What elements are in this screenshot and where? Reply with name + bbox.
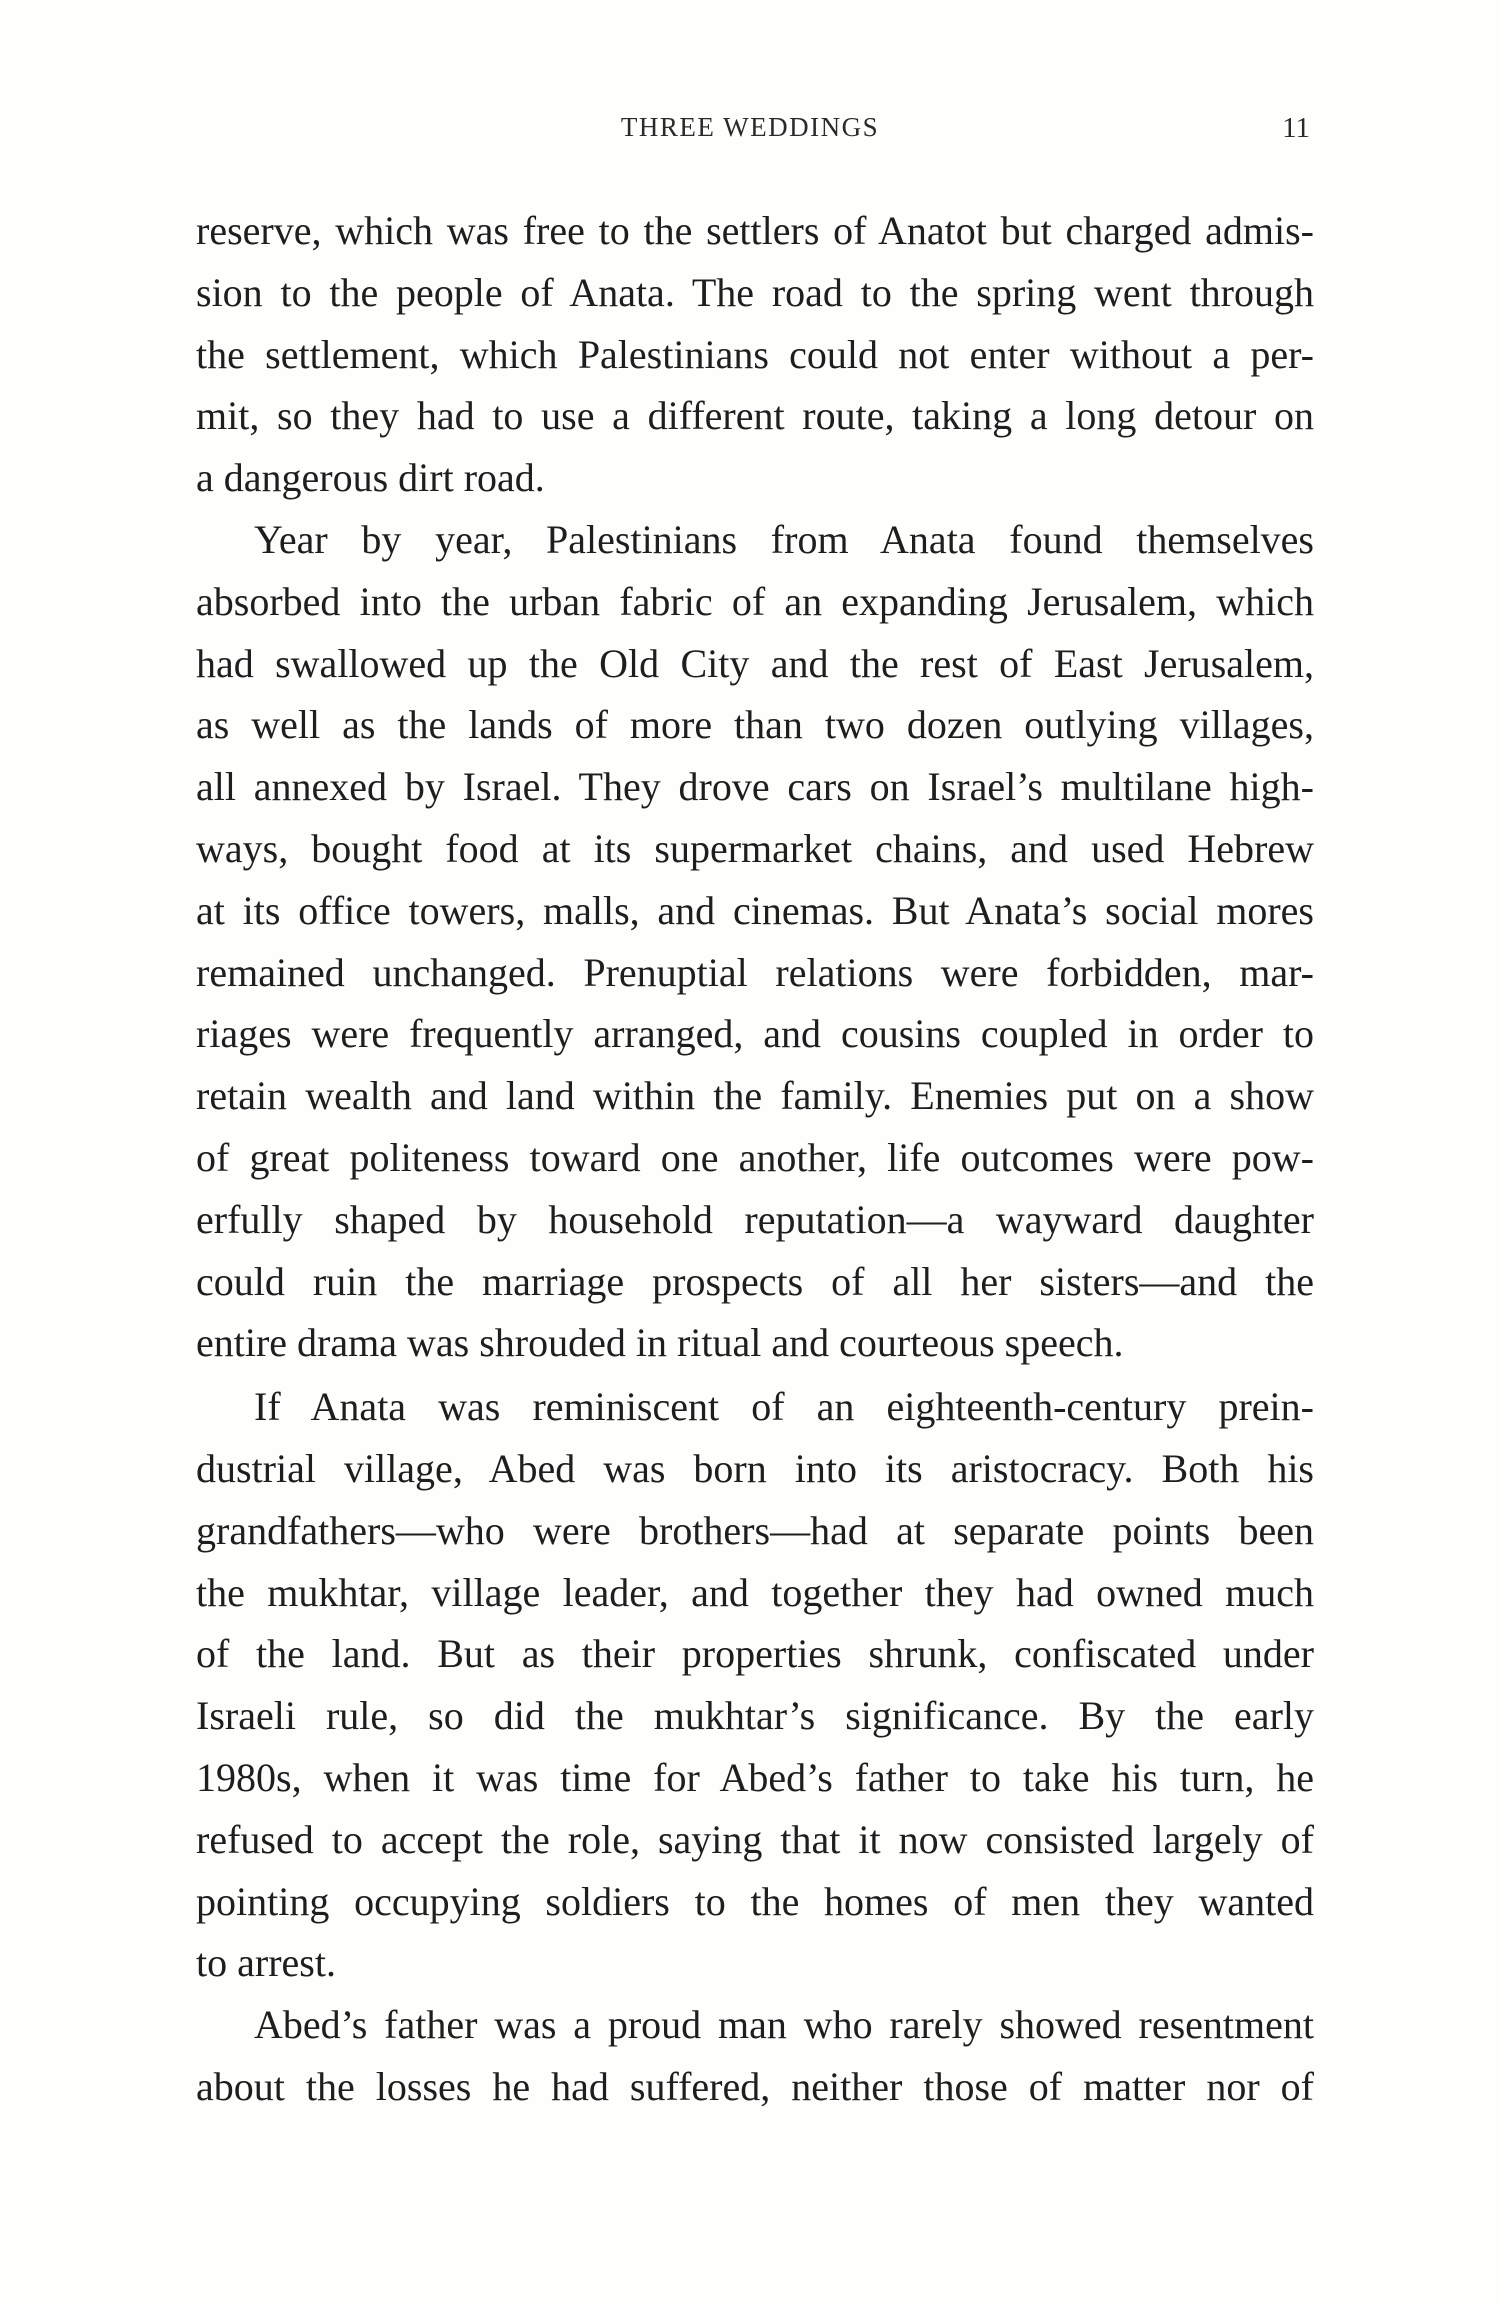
text-line: of great politeness toward one another, life outcomes were pow- <box>196 1134 1314 1180</box>
text-line: of the land. But as their properties shrunk, confiscated under <box>196 1631 1314 1677</box>
text-line: had swallowed up the Old City and the rest of East Jerusalem, <box>196 640 1314 686</box>
body-text <box>196 200 1314 2118</box>
text-line: refused to accept the role, saying that it now consisted largely of <box>196 1816 1314 1862</box>
text-line: reserve, which was free to the settlers of Anatot but charged admis- <box>196 208 1314 253</box>
text-line: pointing occupying soldiers to the homes of men they wanted <box>196 1878 1314 1924</box>
text-line: ways, bought food at its supermarket chains, and used Hebrew <box>196 825 1314 871</box>
text-line: dustrial village, Abed was born into its aristocracy. Both his <box>196 1445 1314 1491</box>
text-line: entire drama was shrouded in ritual and courteous speech. <box>196 1320 1124 1366</box>
text-line: sion to the people of Anata. The road to the spring went through <box>196 269 1314 315</box>
text-line: the settlement, which Palestinians could not enter without a per- <box>196 331 1314 377</box>
text-line: all annexed by Israel. They drove cars on Israel’s multilane high- <box>196 764 1314 810</box>
text-line: as well as the lands of more than two dozen outlying villages, <box>196 702 1314 748</box>
text-line: retain wealth and land within the family. Enemies put on a show <box>196 1073 1314 1119</box>
text-line: at its office towers, malls, and cinemas. But Anata’s social mores <box>196 887 1314 933</box>
text-line: Abed’s father was a proud man who rarely showed resentment <box>254 2002 1314 2048</box>
text-line: mit, so they had to use a different route, taking a long detour on <box>196 393 1314 439</box>
text-line: Year by year, Palestinians from Anata found themselves <box>254 516 1314 562</box>
text-line: grandfathers—who were brothers—had at separate points been <box>196 1507 1314 1553</box>
running-head-title: THREE WEDDINGS <box>620 112 880 142</box>
paragraph <box>196 509 1314 1374</box>
paragraph <box>196 1376 1314 1994</box>
text-line: riages were frequently arranged, and cousins coupled in order to <box>196 1011 1314 1057</box>
text-line: about the losses he had suffered, neither those of matter nor of <box>196 2063 1314 2109</box>
text-line: absorbed into the urban fabric of an expanding Jerusalem, which <box>196 578 1314 624</box>
text-line: could ruin the marriage prospects of all her sisters—and the <box>196 1258 1314 1304</box>
text-line: the mukhtar, village leader, and together they had owned much <box>196 1569 1314 1615</box>
text-line: If Anata was reminiscent of an eighteenth-century prein- <box>254 1384 1314 1430</box>
running-head <box>0 112 1500 152</box>
paragraph <box>196 1994 1314 2118</box>
text-line: remained unchanged. Prenuptial relations were forbidden, mar- <box>196 949 1314 995</box>
text-line: to arrest. <box>196 1940 336 1986</box>
paragraph <box>196 200 1314 509</box>
text-line: 1980s, when it was time for Abed’s father to take his turn, he <box>196 1754 1314 1800</box>
text-line: a dangerous dirt road. <box>196 455 545 501</box>
text-line: Israeli rule, so did the mukhtar’s significance. By the early <box>196 1693 1314 1739</box>
page-number: 11 <box>1282 112 1310 144</box>
text-line: erfully shaped by household reputation—a wayward daughter <box>196 1196 1314 1242</box>
